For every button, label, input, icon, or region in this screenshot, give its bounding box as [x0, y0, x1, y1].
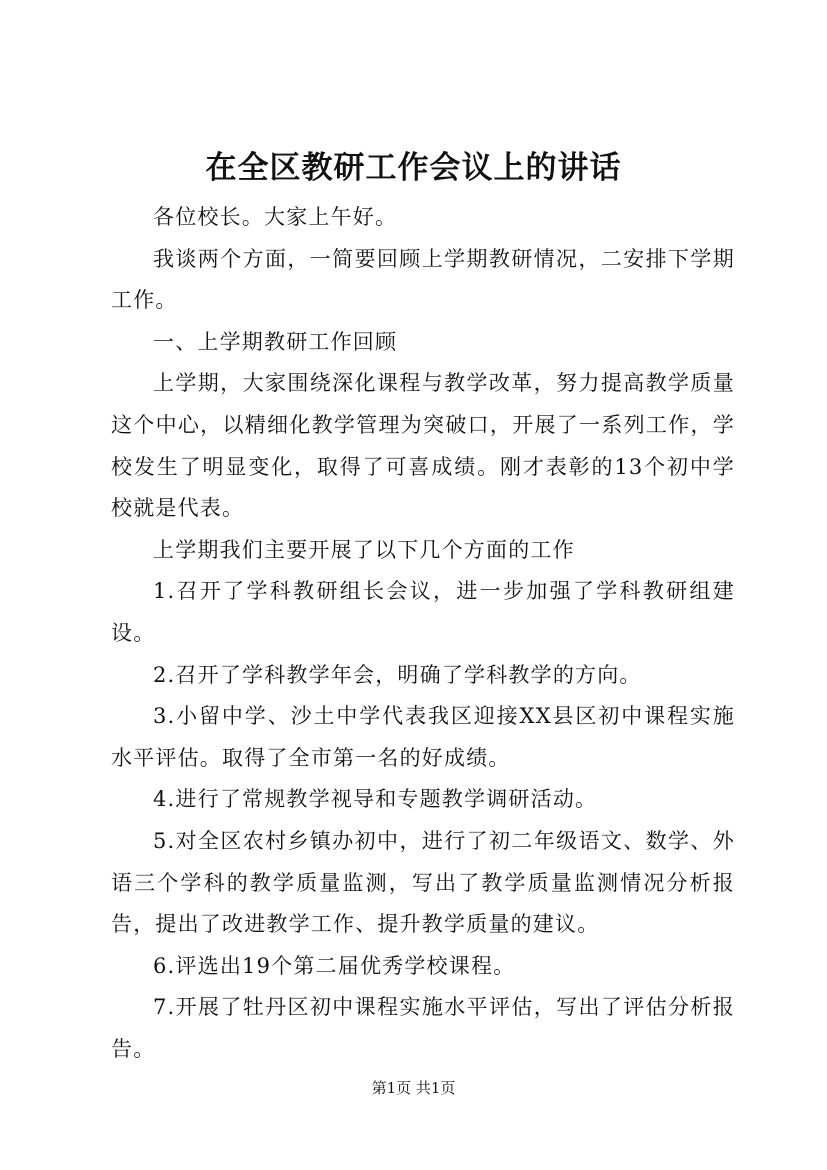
list-item: 2.召开了学科教学年会，明确了学科教学的方向。 [153, 662, 642, 687]
list-item: 4.进行了常规教学视导和专题教学调研活动。 [153, 787, 598, 812]
list-item: 7.开展了牡丹区初中课程实施水平评估，写出了评估分析报告。 [111, 995, 735, 1061]
list-item: 3.小留中学、沙土中学代表我区迎接XX县区初中课程实施水平评估。取得了全市第一名的好成绩。 [111, 704, 735, 770]
list-item: 1.召开了学科教研组长会议，进一步加强了学科教研组建设。 [111, 579, 735, 645]
paragraph-greeting: 各位校长。大家上午好。 [153, 205, 398, 229]
document-body [111, 197, 735, 1070]
page-number-footer: 第1页 共1页 [371, 1079, 456, 1097]
paragraph-intro: 我谈两个方面，一简要回顾上学期教研情况，二安排下学期工作。 [111, 246, 735, 313]
section-heading: 一、上学期教研工作回顾 [153, 329, 398, 354]
paragraph-work-list-intro: 上学期我们主要开展了以下几个方面的工作 [153, 537, 575, 562]
list-item: 6.评选出19个第二届优秀学校课程。 [153, 953, 516, 978]
document-title: 在全区教研工作会议上的讲话 [205, 150, 622, 186]
paragraph-review: 上学期，大家围绕深化课程与教学改革，努力提高教学质量这个中心，以精细化教学管理为突破口，开展了一系列工作，学校发生了明显变化，取得了可喜成绩。刚才表彰的13个初中学校就是代表。 [111, 371, 735, 521]
list-item: 5.对全区农村乡镇办初中，进行了初二年级语文、数学、外语三个学科的教学质量监测，写出了教学质量监测情况分析报告，提出了改进教学工作、提升教学质量的建议。 [111, 828, 735, 937]
